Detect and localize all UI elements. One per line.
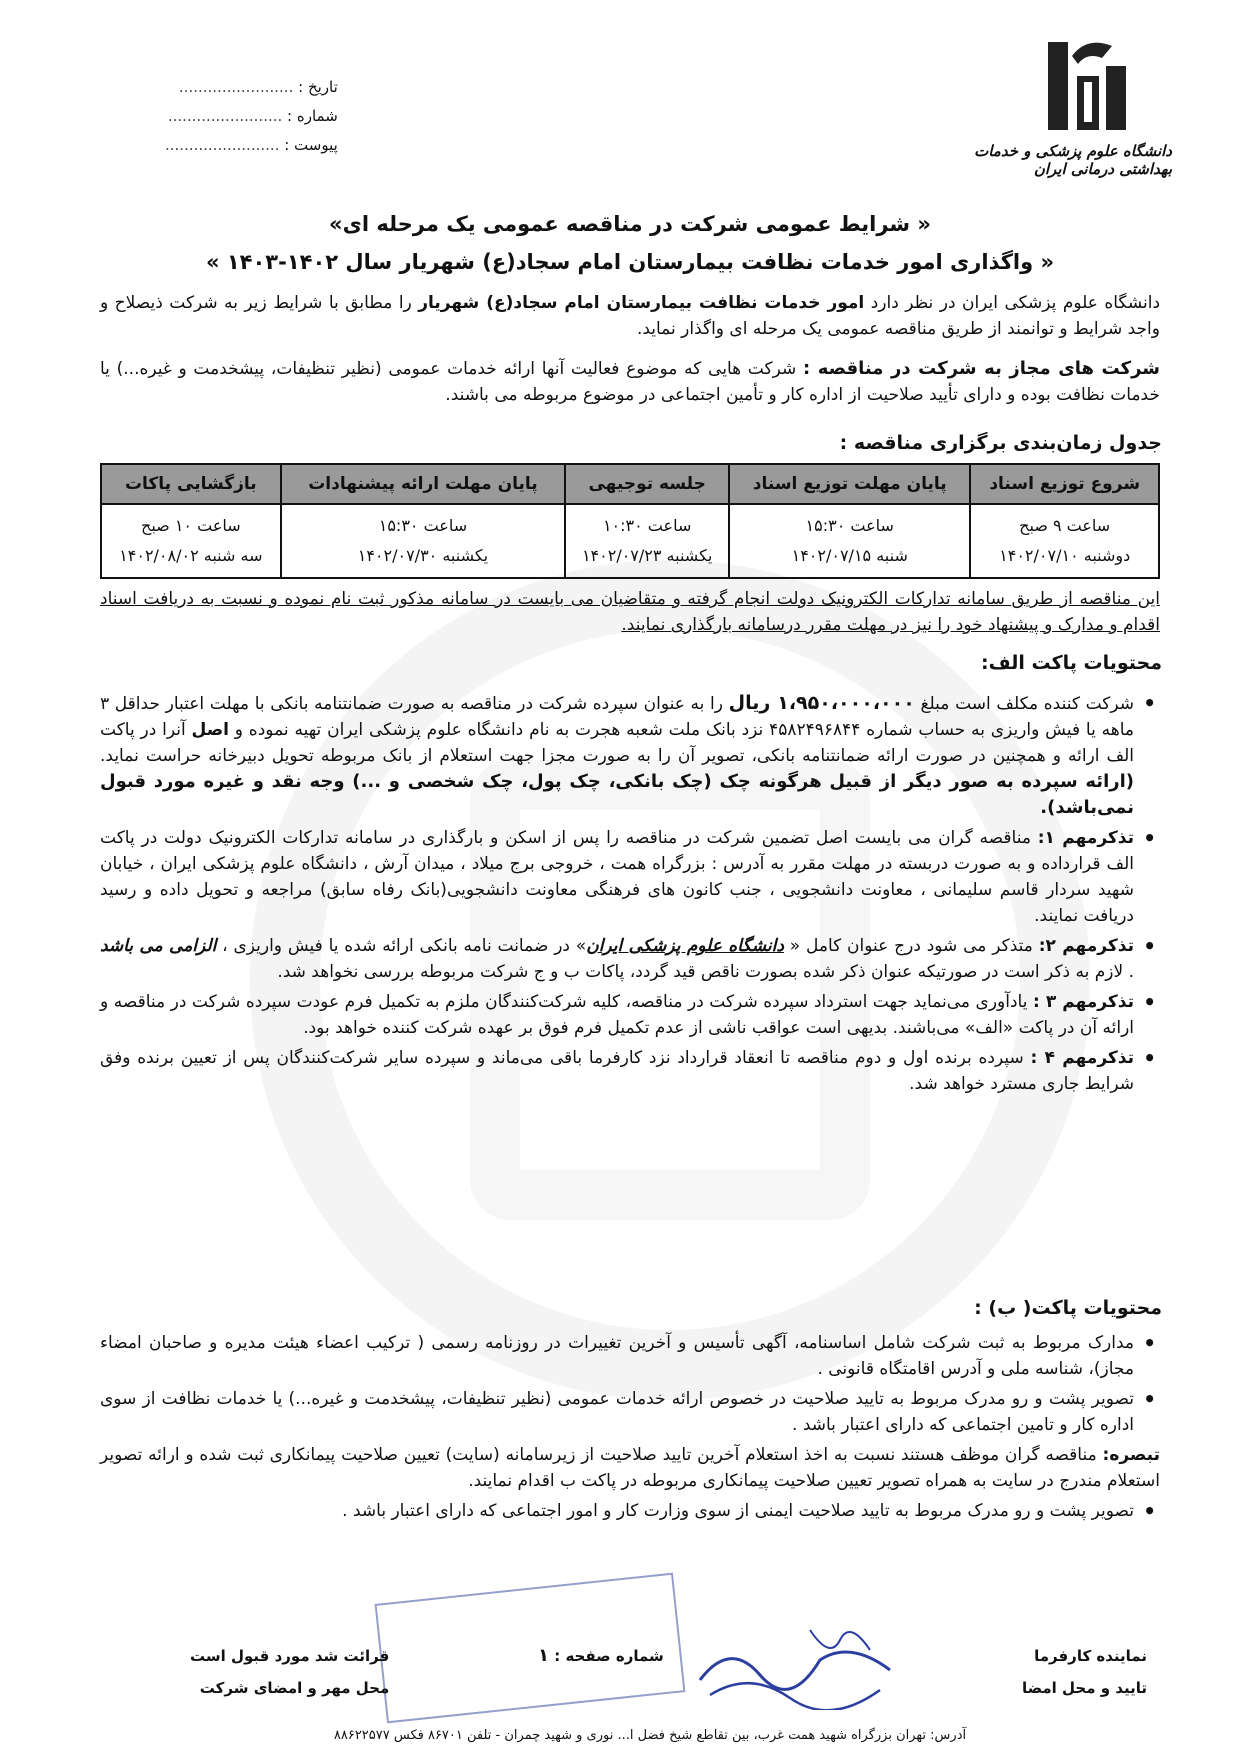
university-name: دانشگاه علوم پزشکی و خدمات بهداشتی درمانی ایران [974,142,1172,178]
number-row [165,107,338,136]
packet-b-item-2: • تصویر پشت و رو مدرک مربوط به تایید صلاحیت در خصوص ارائه خدمات عمومی (نظیر تنظیفات، پیشخدمت و غیره...) یا خدمات نظافت از سوی اداره کار و تامین اجتماعی که دارای اعتبار باشد . [100,1386,1160,1438]
note-2-text-1: متذکر می شود درج عنوان کامل « [783,936,1039,956]
employer-approval-label: تایید و محل امضا [1021,1679,1147,1697]
letter-meta [165,78,338,165]
note-2-required: الزامی می باشد [100,936,217,956]
attachment-dots: ........................ [165,136,280,154]
schedule-cell [565,504,729,578]
intro-part-2: را مطابق با شرایط زیر به شرکت ذیصلاح و واجد شرایط و توانمند از طریق مناقصه عمومی یک مرحله ای واگذار نماید. [100,293,1160,339]
university-logo [962,36,1172,178]
deposit-text-3: آنرا در پاکت الف ارائه و همچنین در صورت ارائه ضمانتنامه بانکی، تصویر آن را به صورت مجزا جهت استعلام از بانک مربوطه تحویل دبیرخانه حراست نماید. [100,720,1134,766]
note-4-label: تذکرمهم ۴ : [1030,1048,1134,1068]
packet-b-item-3: • تصویر پشت و رو مدرک مربوط به تایید صلاحیت ایمنی از سوی وزارت کار و امور اجتماعی که دارای اعتبار باشد . [100,1498,1160,1524]
schedule-date: یکشنبه ۱۴۰۲/۰۷/۳۰ [357,546,489,565]
schedule-header-cell: بازگشایی پاکات [101,464,281,504]
note-1-label: تذکرمهم ۱: [1037,828,1134,848]
schedule-time: ساعت ۱۵:۳۰ [378,516,468,535]
title-line-2: « واگذاری امور خدمات نظافت بیمارستان امام سجاد(ع) شهریار سال ۱۴۰۲-۱۴۰۳ » [205,250,1055,274]
eligible-paragraph [100,356,1160,408]
note-1-text: مناقصه گران می بایست اصل تضمین شرکت در مناقصه را پس از اسکن و بارگذاری در سامانه تدارکات الکترونیک دولت در پاکت الف قرارداده و به صورت دربسته در مهلت مقرر به آدرس : بزرگراه همت ، خروجی برج میلاد ، میدان آرش ، دانشگاه علوم پزشکی ایران ، خیابان شهید سردار قاسم سلیمانی ، معاونت دانشجویی ، جنب کانون های فرهنگی معاونت دانشجویی(بانک رفاه سابق) مراجعه و تحویل داده و رسید دریافت نمایند. [100,828,1134,926]
attachment-label: پیوست : [284,136,338,154]
packet-a-content [100,690,1160,1097]
schedule-table [100,463,1160,579]
schedule-date: شنبه ۱۴۰۲/۰۷/۱۵ [791,546,908,565]
schedule-header-cell: پایان مهلت توزیع اسناد [729,464,970,504]
title-line-1: « شرایط عمومی شرکت در مناقصه عمومی یک مرحله ای» [329,212,931,236]
schedule-date: یکشنبه ۱۴۰۲/۰۷/۲۳ [581,546,713,565]
deposit-warning: (ارائه سپرده به صور دیگر از قبیل هرگونه چک (چک بانکی، چک پول، چک شخصی و ...) وجه نقد و غیره مورد قبول نمی‌باشد). [100,771,1134,818]
schedule-title: جدول زمان‌بندی برگزاری مناقصه : [839,432,1162,454]
packet-a-note-2 [100,933,1160,985]
note-2-university: دانشگاه علوم پزشکی ایران [586,936,784,956]
intro-paragraph [100,290,1160,342]
employer-rep-label: نماینده کارفرما [1034,1647,1147,1665]
schedule-cell [281,504,566,578]
note-2-text-3: . لازم به ذکر است در صورتیکه عنوان ذکر شده بصورت ناقص قید گردد، پاکات ب و ج شرکت مربوطه بررسی نخواهد شد. [277,962,1134,982]
schedule-date: سه شنبه ۱۴۰۲/۰۸/۰۲ [119,546,263,565]
footer-address: آدرس: تهران بزرگراه شهید همت غرب، بین تقاطع شیخ فضل ا... نوری و شهید چمران - تلفن ۸۶۷۰۱ فکس ۸۸۶۲۲۵۷۷ [333,1728,967,1743]
note-4-text: سپرده برنده اول و دوم مناقصه تا انعقاد قرارداد نزد کارفرما باقی می‌ماند و سپرده سایر شرکت‌کنندگان پس از تعیین برنده وفق شرایط جاری مسترد خواهد شد. [100,1048,1134,1094]
packet-a-note-1 [100,825,1160,929]
note-2-text-2: » در ضمانت نامه بانکی ارائه شده یا فیش واریزی ، [216,936,587,956]
page-number-block [538,1640,664,1672]
attachment-row [165,136,338,165]
deposit-text-1: شرکت کننده مکلف است مبلغ [914,694,1135,714]
schedule-header-cell: پایان مهلت ارائه پیشنهادات [281,464,566,504]
schedule-header-row [101,464,1159,504]
schedule-time: ساعت ۹ صبح [1019,516,1111,535]
schedule-cell [729,504,970,578]
tabsareh-label: تبصره: [1102,1445,1160,1465]
packet-b-title: محتویات پاکت( ب) : [974,1297,1162,1319]
tabsareh-text: مناقصه گران موظف هستند نسبت به اخذ استعلام آخرین تایید صلاحیت از زیرسامانه (سایت) تعیین صلاحیت پیمانکاری ثبت شده و ارائه تصویر استعلام مندرج در سایت به همراه تصویر تعیین صلاحیت پیمانکاری مربوطه در پاکت ب اقدام نمایند. [100,1445,1160,1491]
contractor-stamp-label: محل مهر و امضای شرکت [199,1679,390,1697]
packet-b-list-2 [100,1498,1160,1524]
page-number: ۱ [538,1645,549,1666]
schedule-time: ساعت ۱۰ صبح [141,516,241,535]
signature [690,1620,910,1714]
date-label: تاریخ : [298,78,338,96]
date-row [165,78,338,107]
deposit-amount: ۱،۹۵۰،۰۰۰،۰۰۰ ریال [728,692,915,714]
note-3-label: تذکرمهم ۳ : [1032,992,1134,1012]
packet-b-list [100,1330,1160,1438]
schedule-cell [970,504,1159,578]
packet-a-note-4 [100,1045,1160,1097]
intro-subject: امور خدمات نظافت بیمارستان امام سجاد(ع) شهریار [418,293,865,313]
schedule-date: دوشنبه ۱۴۰۲/۰۷/۱۰ [999,546,1131,565]
employer-signature-block [1022,1640,1147,1704]
note-2-label: تذکرمهم ۲: [1038,936,1134,956]
schedule-header-cell: جلسه توجیهی [565,464,729,504]
schedule-time: ساعت ۱۵:۳۰ [805,516,894,535]
note-3-text: یادآوری می‌نماید جهت استرداد سپرده شرکت در مناقصه، کلیه شرکت‌کنندگان ملزم به تکمیل فرم عودت سپرده شرکت در مناقصه و ارائه آن در پاکت «الف» می‌باشند. بدیهی است عواقب ناشی از عدم تکمیل فرم فوق بر عهده شرکت کننده خواهد بود. [100,992,1134,1038]
packet-a-note-3 [100,989,1160,1041]
intro-part-1: دانشگاه علوم پزشکی ایران در نظر دارد [864,293,1161,313]
deposit-asl: اصل [191,720,229,740]
packet-a-list [100,690,1160,1097]
schedule-row [101,504,1159,578]
deposit-text-2: را به عنوان سپرده شرکت در مناقصه به صورت ضمانتنامه بانکی با مهلت اعتبار حداقل ۳ ماهه یا فیش واریزی به حساب شماره ۴۵۸۲۴۹۶۸۴۴ نزد بانک ملت شعبه هجرت به نام دانشگاه علوم پزشکی ایران تهیه نموده و [100,694,1135,740]
number-label: شماره : [287,107,338,125]
contractor-accept-label: قرائت شد مورد قبول است [190,1647,390,1665]
tabsareh-paragraph [100,1442,1160,1494]
date-dots: ........................ [178,78,294,96]
packet-b-content [100,1330,1160,1524]
packet-b-item-1: • مدارک مربوط به ثبت شرکت شامل اساسنامه، آگهی تأسیس و آخرین تغییرات در روزنامه رسمی ( ترکیب اعضاء هیئت مدیره و صاحبان امضاء مجاز)، شناسه ملی و آدرس اقامتگاه قانونی . [100,1330,1160,1382]
eligible-text: شرکت هایی که موضوع فعالیت آنها ارائه خدمات عمومی (نظیر تنظیفات، پیشخدمت و غیره...) یا خدمات نظافت بوده و دارای تأیید صلاحیت از اداره کار و تأمین اجتماعی در موضوع مربوطه می باشند. [100,359,1160,405]
eligible-title: شرکت های مجاز به شرکت در مناقصه : [802,358,1160,379]
setadi-note: این مناقصه از طریق سامانه تدارکات الکترونیک دولت انجام گرفته و متقاضیان می بایست در سامانه مذکور ثبت نام نموده و نسبت به دریافت اسناد اقدام و مدارک و پیشنهاد خود را نیز در مهلت مقرر درسامانه بارگذاری نمایند. [100,589,1160,635]
page-number-label: شماره صفحه : [554,1647,664,1665]
schedule-header-cell: شروع توزیع اسناد [970,464,1159,504]
schedule-cell [101,504,281,578]
number-dots: ........................ [167,107,283,125]
contractor-signature-block [190,1640,389,1704]
packet-a-item [100,690,1160,821]
university-emblem-icon [1042,36,1132,136]
handwritten-signature-icon [690,1620,910,1710]
packet-a-title: محتویات پاکت الف: [980,652,1162,674]
schedule-time: ساعت ۱۰:۳۰ [602,516,692,535]
